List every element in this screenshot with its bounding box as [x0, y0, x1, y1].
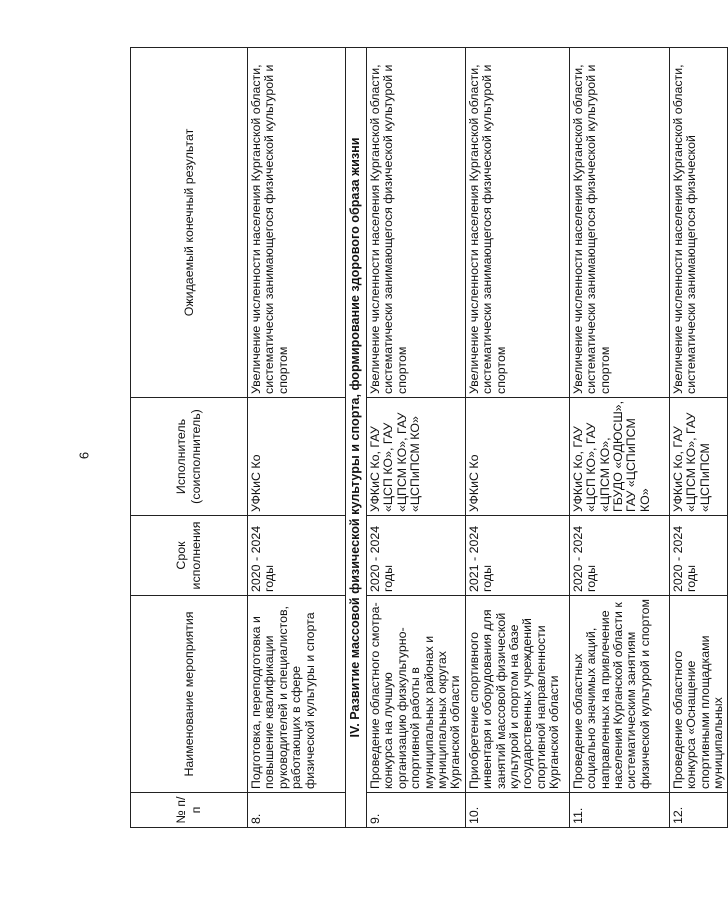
cell-no: 11. — [569, 793, 669, 828]
cell-name: Проведение областных социально значимых акций, направленных на привлечение населения Курганской области к систематическим занятиям физической культурой и спортом — [569, 596, 669, 793]
cell-name: Проведение областного смотра-конкурса на лучшую организацию физкультурно-спортивной работы в муниципальных районах и муниципальных округах Курганской области — [367, 596, 466, 793]
cell-result: Увеличение численности населения Курганской области, систематически занимающегося физической культурой и спортом — [248, 48, 346, 398]
cell-result: Увеличение численности населения Курганской области, систематически занимающегося физической — [669, 48, 728, 398]
cell-result: Увеличение численности населения Курганской области, систематически занимающегося физической культурой и спортом — [465, 48, 569, 398]
header-result: Ожидаемый конечный результат — [131, 48, 248, 398]
cell-name: Проведение областного конкурса «Оснащение спортивными площадками муниципальных — [669, 596, 728, 793]
page-number: 6 — [76, 451, 92, 460]
header-no: № п/п — [131, 793, 248, 828]
cell-no: 8. — [248, 793, 346, 828]
section-title: IV. Развитие массовой физической культуры и спорта, формирование здорового образа жизни — [346, 48, 367, 828]
cell-executor: УФКиС Ко, ГАУ «ЦСП КО», ГАУ «ЦПСМ КО», ГБУДО «ОДЮСШ», ГАУ «ЦСПиПСМ КО» — [569, 398, 669, 516]
rotated-page-content — [130, 48, 726, 828]
cell-term: 2021 - 2024 годы — [465, 516, 569, 596]
section-row — [346, 48, 367, 828]
cell-result: Увеличение численности населения Курганской области, систематически занимающегося физической культурой и спортом — [367, 48, 466, 398]
cell-name: Подготовка, переподготовка и повышение квалификации руководителей и специалистов, работающих в сфере физической культуры и спорта — [248, 596, 346, 793]
cell-executor: УФКиС Ко, ГАУ «ЦПСМ КО», ГАУ «ЦСПиПСМ — [669, 398, 728, 516]
cell-term: 2020 - 2024 годы — [367, 516, 466, 596]
header-name: Наименование мероприятия — [131, 596, 248, 793]
cell-term: 2020 - 2024 годы — [569, 516, 669, 596]
cell-name: Приобретение спортивного инвентаря и оборудования для занятий массовой физической культурой и спортом на базе государственных учреждений спортивной направленности Курганской области — [465, 596, 569, 793]
header-executor: Исполнитель (соисполнитель) — [131, 398, 248, 516]
cell-no: 10. — [465, 793, 569, 828]
measures-table — [130, 47, 728, 828]
table-header-row — [131, 48, 248, 828]
header-term: Срок исполнения — [131, 516, 248, 596]
table-row — [669, 48, 728, 828]
cell-result: Увеличение численности населения Курганской области, систематически занимающегося физической культурой и спортом — [569, 48, 669, 398]
cell-term: 2020 - 2024 годы — [669, 516, 728, 596]
cell-executor: УФКиС Ко — [465, 398, 569, 516]
cell-no: 9. — [367, 793, 466, 828]
table-row — [465, 48, 569, 828]
cell-executor: УФКиС Ко, ГАУ «ЦСП КО», ГАУ «ЦПСМ КО», ГАУ «ЦСПиПСМ КО» — [367, 398, 466, 516]
cell-executor: УФКиС Ко — [248, 398, 346, 516]
cell-term: 2020 - 2024 годы — [248, 516, 346, 596]
cell-no: 12. — [669, 793, 728, 828]
table-row — [569, 48, 669, 828]
table-row — [248, 48, 346, 828]
table-row — [367, 48, 466, 828]
